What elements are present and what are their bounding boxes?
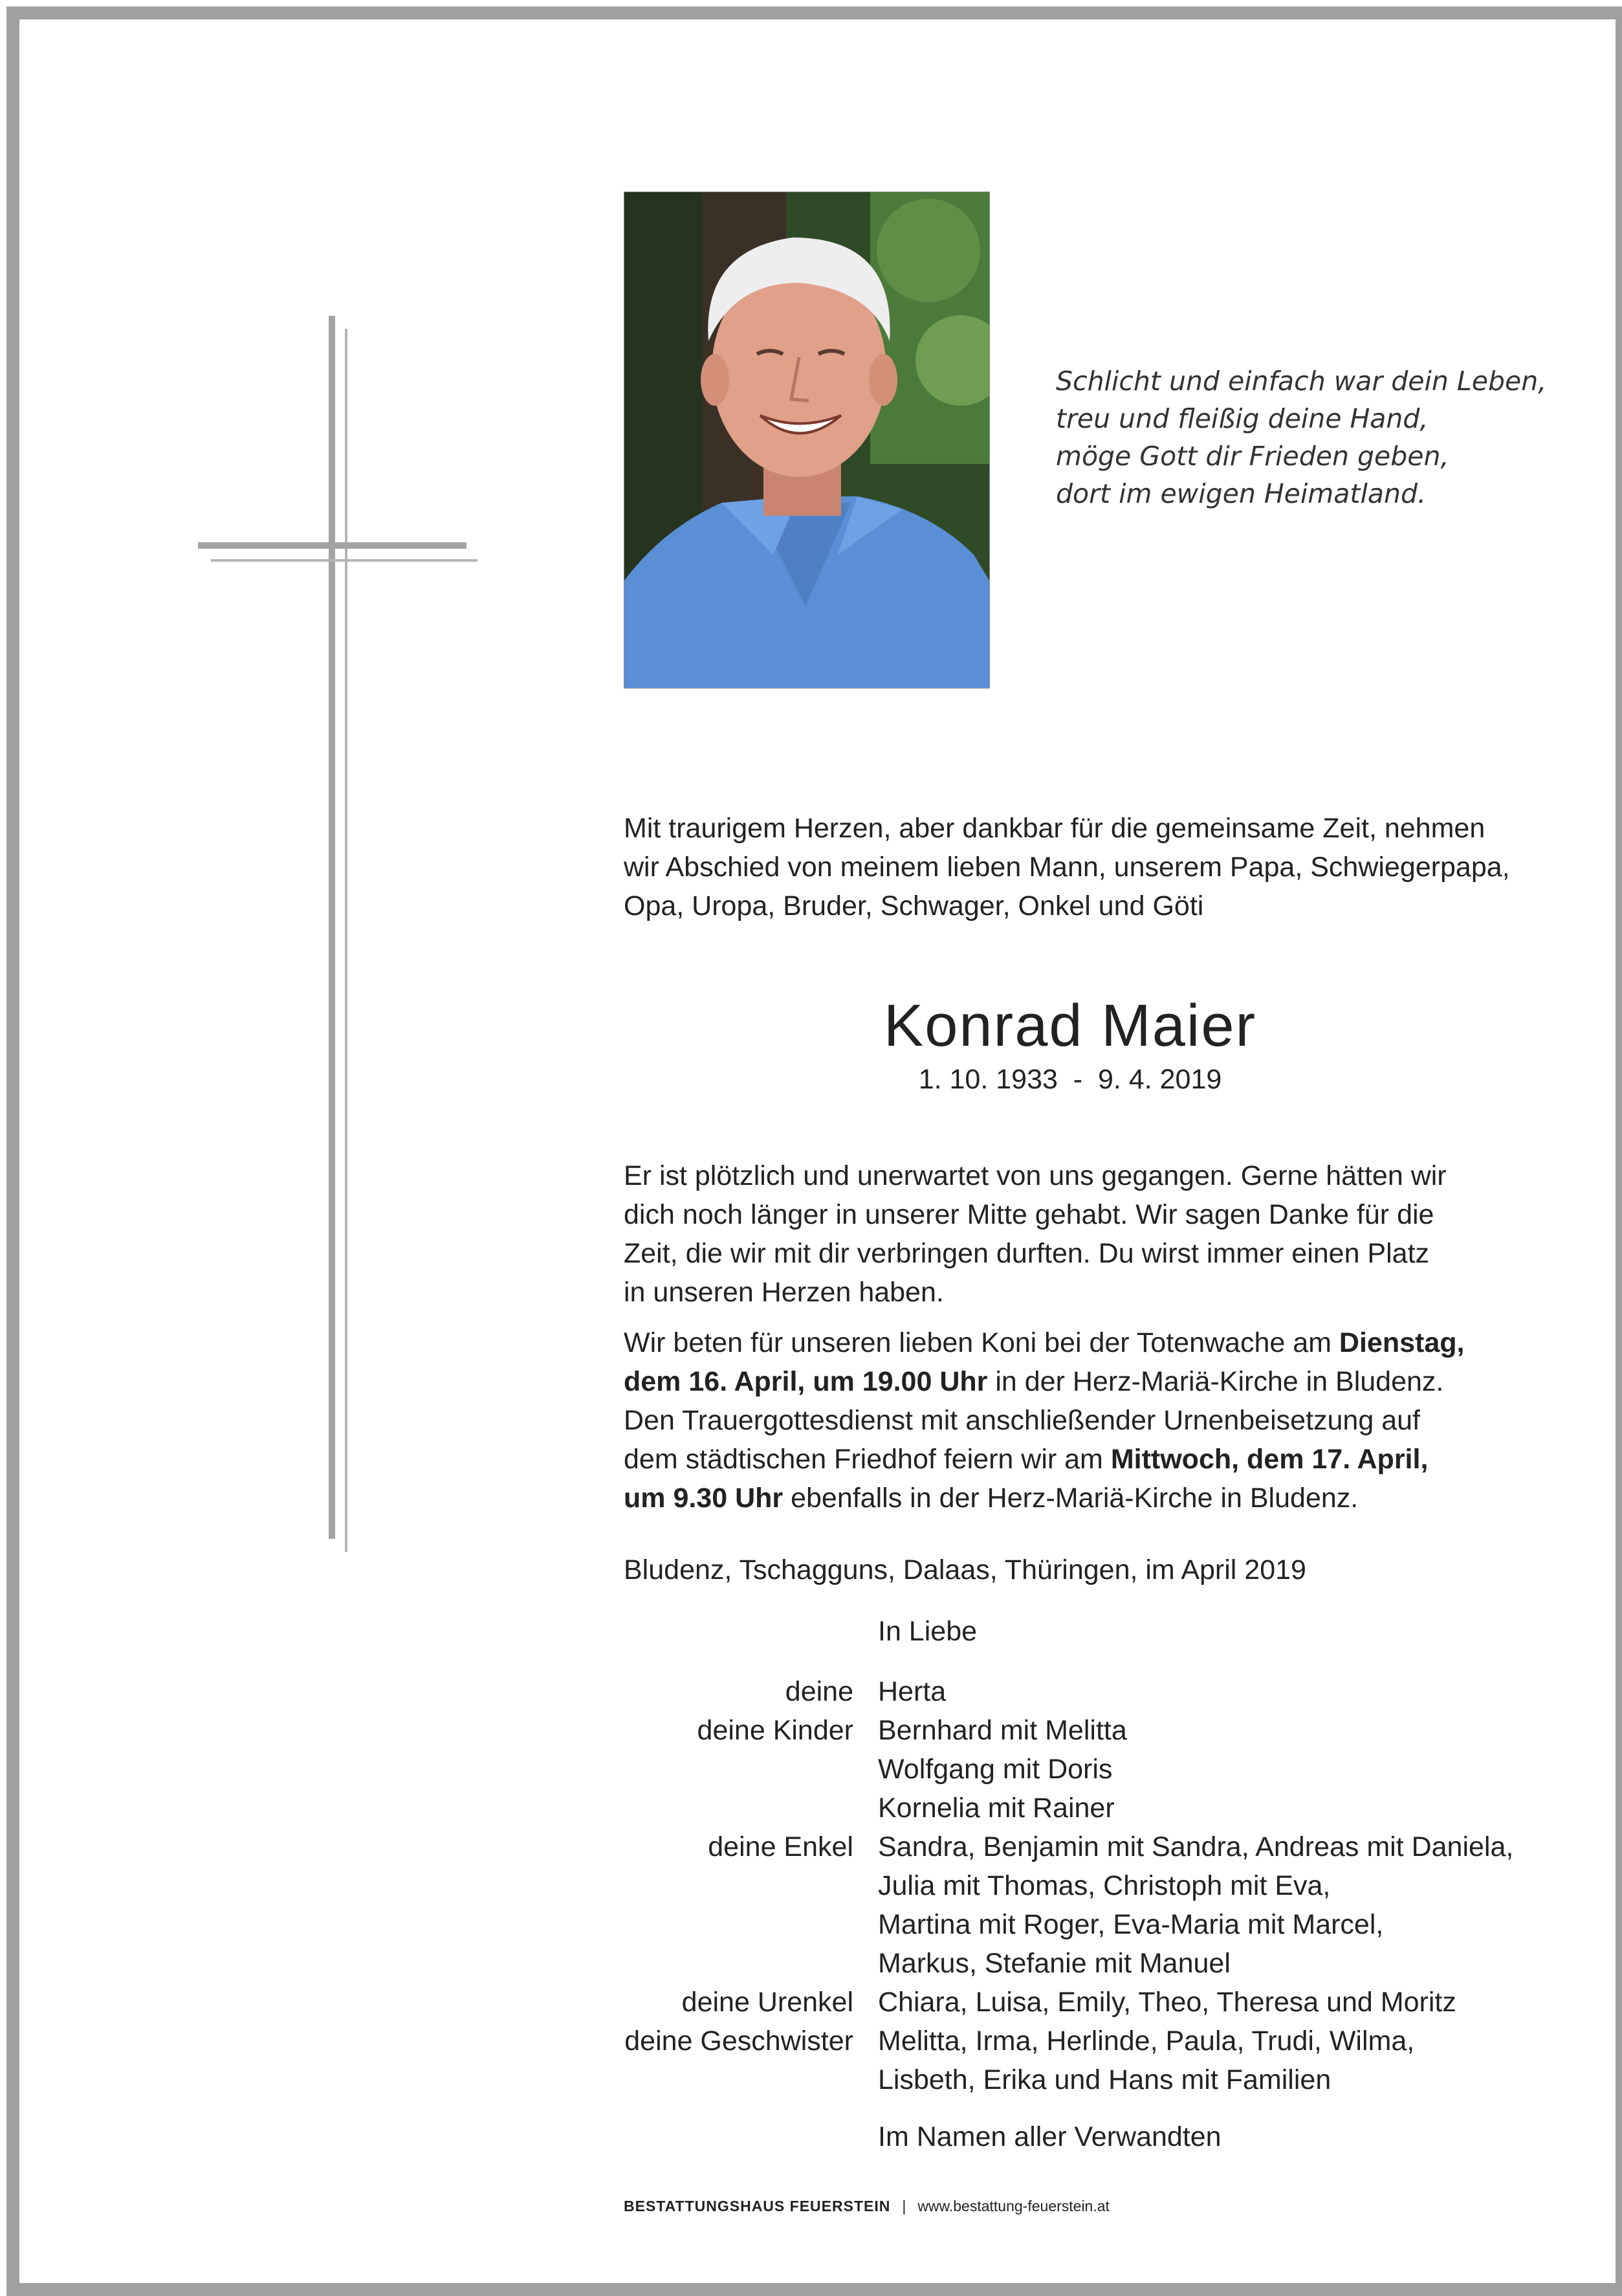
cross-horizontal-shadow [211,559,477,562]
text-segment: in der Herz-Mariä-Kirche in Bludenz. [987,1366,1444,1397]
cross-horizontal-bar [198,542,466,549]
text-line [624,1440,1529,1479]
list-item [624,2022,1594,2060]
family-names: Chiara, Luisa, Emily, Theo, Theresa und Moritz [878,1987,1456,2018]
family-role [624,1750,878,1789]
intro-line: Mit traurigem Herzen, aber dankbar für die gemeinsame Zeit, nehmen [624,813,1485,844]
intro-text [624,809,1542,925]
text-segment: ebenfalls in der Herz-Mariä-Kirche in Bludenz. [783,1483,1359,1514]
family-names: Bernhard mit Melitta [878,1715,1127,1746]
family-role [624,1905,878,1944]
family-role [624,1944,878,1983]
list-item [624,1983,1594,2022]
family-role: deine Urenkel [681,1987,853,2018]
list-item [624,1789,1594,1827]
intro-line: Opa, Uropa, Bruder, Schwager, Onkel und Göti [624,890,1204,922]
list-item [624,1944,1594,1983]
footer-separator: | [902,2198,906,2214]
family-names: Sandra, Benjamin mit Sandra, Andreas mit Daniela, [878,1831,1514,1862]
memorial-poem [1056,362,1546,513]
family-names: Markus, Stefanie mit Manuel [878,1948,1231,1979]
list-item [624,1905,1594,1944]
poem-line: möge Gott dir Frieden geben, [1056,441,1449,472]
text-line: dich noch länger in unserer Mitte gehabt. Wir sagen Danke für die [624,1199,1434,1230]
family-names: Kornelia mit Rainer [878,1793,1115,1824]
portrait-photo [624,192,990,689]
text-segment: dem städtischen Friedhof feiern wir am [624,1444,1111,1475]
family-names: Martina mit Roger, Eva-Maria mit Marcel, [878,1909,1384,1940]
service-day: Dienstag, [1339,1327,1465,1358]
life-dates: 1. 10. 1933 - 9. 4. 2019 [918,1064,1222,1095]
list-item [624,1750,1594,1789]
text-line [624,1323,1529,1362]
funeral-home-website[interactable]: www.bestattung-feuerstein.at [917,2198,1110,2214]
family-role: deine [785,1676,853,1707]
text-line: in unseren Herzen haben. [624,1277,944,1308]
text-segment: Wir beten für unseren lieben Koni bei der Totenwache am [624,1327,1339,1358]
cross-vertical-bar [329,316,335,1539]
text-line: Er ist plötzlich und unerwartet von uns gegangen. Gerne hätten wir [624,1160,1447,1191]
text-line [624,1479,1529,1518]
text-line: Zeit, die wir mit dir verbringen durften. Du wirst immer einen Platz [624,1238,1430,1269]
family-role: deine Kinder [697,1715,853,1746]
family-role: deine Geschwister [624,2026,853,2057]
family-list [624,1672,1594,2099]
text-line: Den Trauergottesdienst mit anschließender Urnenbeisetzung auf [624,1405,1420,1436]
footer [624,2196,1110,2216]
poem-line: Schlicht und einfach war dein Leben, [1056,366,1547,397]
place-and-date: Bludenz, Tschagguns, Dalaas, Thüringen, im April 2019 [624,1554,1306,1585]
intro-line: wir Abschied von meinem lieben Mann, unserem Papa, Schwiegerpapa, [624,852,1510,883]
cross-vertical-shadow [345,329,347,1552]
list-item [624,1711,1594,1750]
family-names: Herta [878,1676,947,1707]
list-item [624,1827,1594,1866]
deceased-name: Konrad Maier [883,993,1257,1059]
family-role [624,2060,878,2099]
funeral-day-date: Mittwoch, dem 17. April, [1110,1444,1429,1475]
service-date-time: dem 16. April, um 19.00 Uhr [624,1366,988,1397]
list-item [624,2060,1594,2099]
family-role [624,1866,878,1905]
funeral-time: um 9.30 Uhr [624,1483,784,1514]
announcement-body [624,1156,1529,1529]
list-item [624,1672,1594,1711]
poem-line: treu und fleißig deine Hand, [1056,403,1429,434]
in-love-line: In Liebe [878,1616,978,1647]
family-role [624,1789,878,1827]
family-role: deine Enkel [708,1831,853,1862]
family-names: Melitta, Irma, Herlinde, Paula, Trudi, Wilma, [878,2026,1415,2057]
closing-line: Im Namen aller Verwandten [878,2121,1222,2152]
text-line [624,1362,1529,1401]
list-item [624,1866,1594,1905]
family-names: Julia mit Thomas, Christoph mit Eva, [878,1870,1331,1901]
poem-line: dort im ewigen Heimatland. [1056,478,1426,509]
family-names: Wolfgang mit Doris [878,1754,1113,1785]
funeral-home-name: BESTATTUNGSHAUS FEUERSTEIN [624,2198,891,2214]
family-names: Lisbeth, Erika und Hans mit Familien [878,2064,1332,2095]
paragraph-service-details [624,1323,1529,1518]
paragraph-farewell [624,1156,1529,1312]
